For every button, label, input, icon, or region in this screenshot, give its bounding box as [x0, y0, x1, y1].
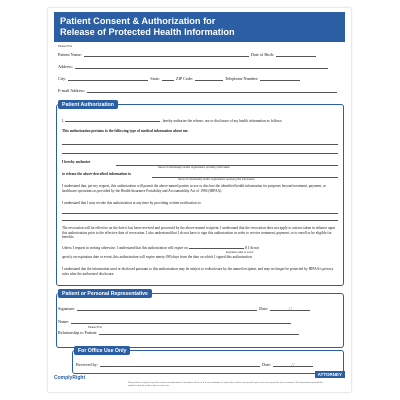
pertains-text: This authorization pertains to the following type of medical information about me:: [62, 129, 189, 133]
revocation-address-line-2[interactable]: [62, 220, 338, 221]
attorney-brand: ATTORNEY: [315, 371, 345, 378]
consent-form: [48, 8, 351, 392]
address-label: Address:: [58, 64, 73, 69]
rep-name-field[interactable]: [71, 319, 291, 324]
expiration-paragraph: specify an expiration date or event, this authorization will expire ninety (90) days from the date on which I signed this authorization.: [62, 255, 253, 259]
phone-field[interactable]: [260, 76, 300, 81]
rep-name-row: [58, 319, 293, 324]
city-row: [58, 76, 302, 81]
expiration-field[interactable]: [189, 248, 244, 249]
revocation-paragraph: The revocation will be effective on the date it has been received and processed by the above-named recipient. I understand that the revocation does not apply to actions taken in reliance upon this authorization prior to the effective date of revocation. I also understand that I do not have to sign this authorization in order to receive treatment, payment, or to enroll or be eligible for benefits.: [62, 226, 336, 240]
patient-name-label: Patient Name:: [58, 52, 82, 57]
expiration-caption: Expiration date or event: [226, 251, 254, 254]
patient-authorization-heading: Patient Authorization: [58, 100, 118, 109]
relationship-label: Relationship to Patient:: [58, 330, 98, 335]
patient-name-field[interactable]: [84, 52, 249, 57]
representative-heading: Patient or Personal Representative: [58, 289, 152, 298]
authorize-line: [62, 119, 338, 124]
provider-caption: Name of individual(s) and/or organization providing information: [158, 166, 231, 169]
email-field[interactable]: [87, 88, 337, 93]
info-type-line-1[interactable]: [62, 144, 338, 145]
title-line-1: Patient Consent & Authorization for: [60, 16, 216, 26]
hereby-authorize-text: I hereby authorize: [62, 160, 91, 164]
dob-field[interactable]: [276, 52, 316, 57]
dob-label: Date of Birth:: [250, 52, 275, 57]
revoke-text: I understand that I may revoke this authorization at any time by providing written notification to:: [62, 201, 202, 205]
state-field[interactable]: [162, 76, 174, 81]
rep-please-print: Please Print: [88, 326, 102, 329]
i-label: I,: [62, 119, 65, 123]
signature-label: Signature:: [58, 306, 76, 311]
rep-name-label: Name:: [58, 319, 70, 324]
redisclosure-paragraph: I understand that the information used or disclosed pursuant to this authorization may be subject to redisclosure by the named recipient, and may no longer be protected by HIPAA/s privacy rules after the authorized disclosure.: [62, 267, 334, 276]
recipient-caption: Name of individual(s) and/or organization receiving this information: [178, 178, 255, 181]
signature-field[interactable]: [77, 306, 257, 311]
title-line-2: Release of Protected Health Information: [60, 26, 235, 37]
unless-text: Unless I request in writing otherwise, I understand that this authorization will expire on: [62, 246, 188, 250]
relationship-row: [58, 330, 301, 335]
state-label: State:: [150, 76, 160, 81]
complyright-logo: ComplyRight: [54, 375, 86, 381]
please-print-note: Please Print: [58, 45, 72, 48]
hipaa-paragraph: I understand that, per my request, this authorization will permit the above-named parties to use or disclose the identified health information for purposes beyond treatment, payment, or healthcare operations as provided by the Health Insurance Portability and Accountability Act of 1996 (HIPAA).: [62, 184, 326, 193]
zip-label: ZIP Code:: [175, 76, 194, 81]
patient-name-row: [58, 52, 343, 57]
if-i-do-not-text: If I do not: [244, 246, 260, 250]
sig-date-label: Date:: [259, 306, 269, 311]
email-row: [58, 88, 339, 93]
received-by-field[interactable]: [100, 362, 260, 367]
expiration-line: [62, 246, 338, 251]
office-use-heading: For Office Use Only: [74, 346, 130, 355]
zip-field[interactable]: [195, 76, 223, 81]
address-field[interactable]: [75, 64, 328, 69]
footer-disclaimer: This product is designed to provide accurate and authoritative information. However, it is not a substitute for legal advice and does not provide legal services on any specific facts or situation. The information is periodically updated so that the product reflects current law.: [128, 382, 323, 388]
form-title: [54, 12, 345, 42]
office-date-label: Date:: [261, 362, 272, 367]
city-field[interactable]: [68, 76, 148, 81]
release-to-text: to release the above-described information to: [62, 172, 132, 176]
info-type-line-2[interactable]: [62, 153, 338, 154]
patient-name-blank[interactable]: [65, 121, 160, 122]
phone-label: Telephone Number:: [225, 76, 259, 81]
relationship-field[interactable]: [99, 330, 299, 335]
revocation-address-line-1[interactable]: [62, 213, 338, 214]
address-row: [58, 64, 330, 69]
signature-row: [58, 306, 312, 311]
sig-date-field[interactable]: / /: [270, 306, 310, 311]
city-label: City:: [58, 76, 67, 81]
authorize-text: , hereby authorize the release, use or disclosure of my health information as follows:: [160, 119, 283, 123]
office-date-field[interactable]: / /: [273, 362, 313, 367]
received-row: [76, 362, 315, 367]
email-label: E-mail Address:: [58, 88, 86, 93]
received-by-label: Received by:: [76, 362, 98, 367]
